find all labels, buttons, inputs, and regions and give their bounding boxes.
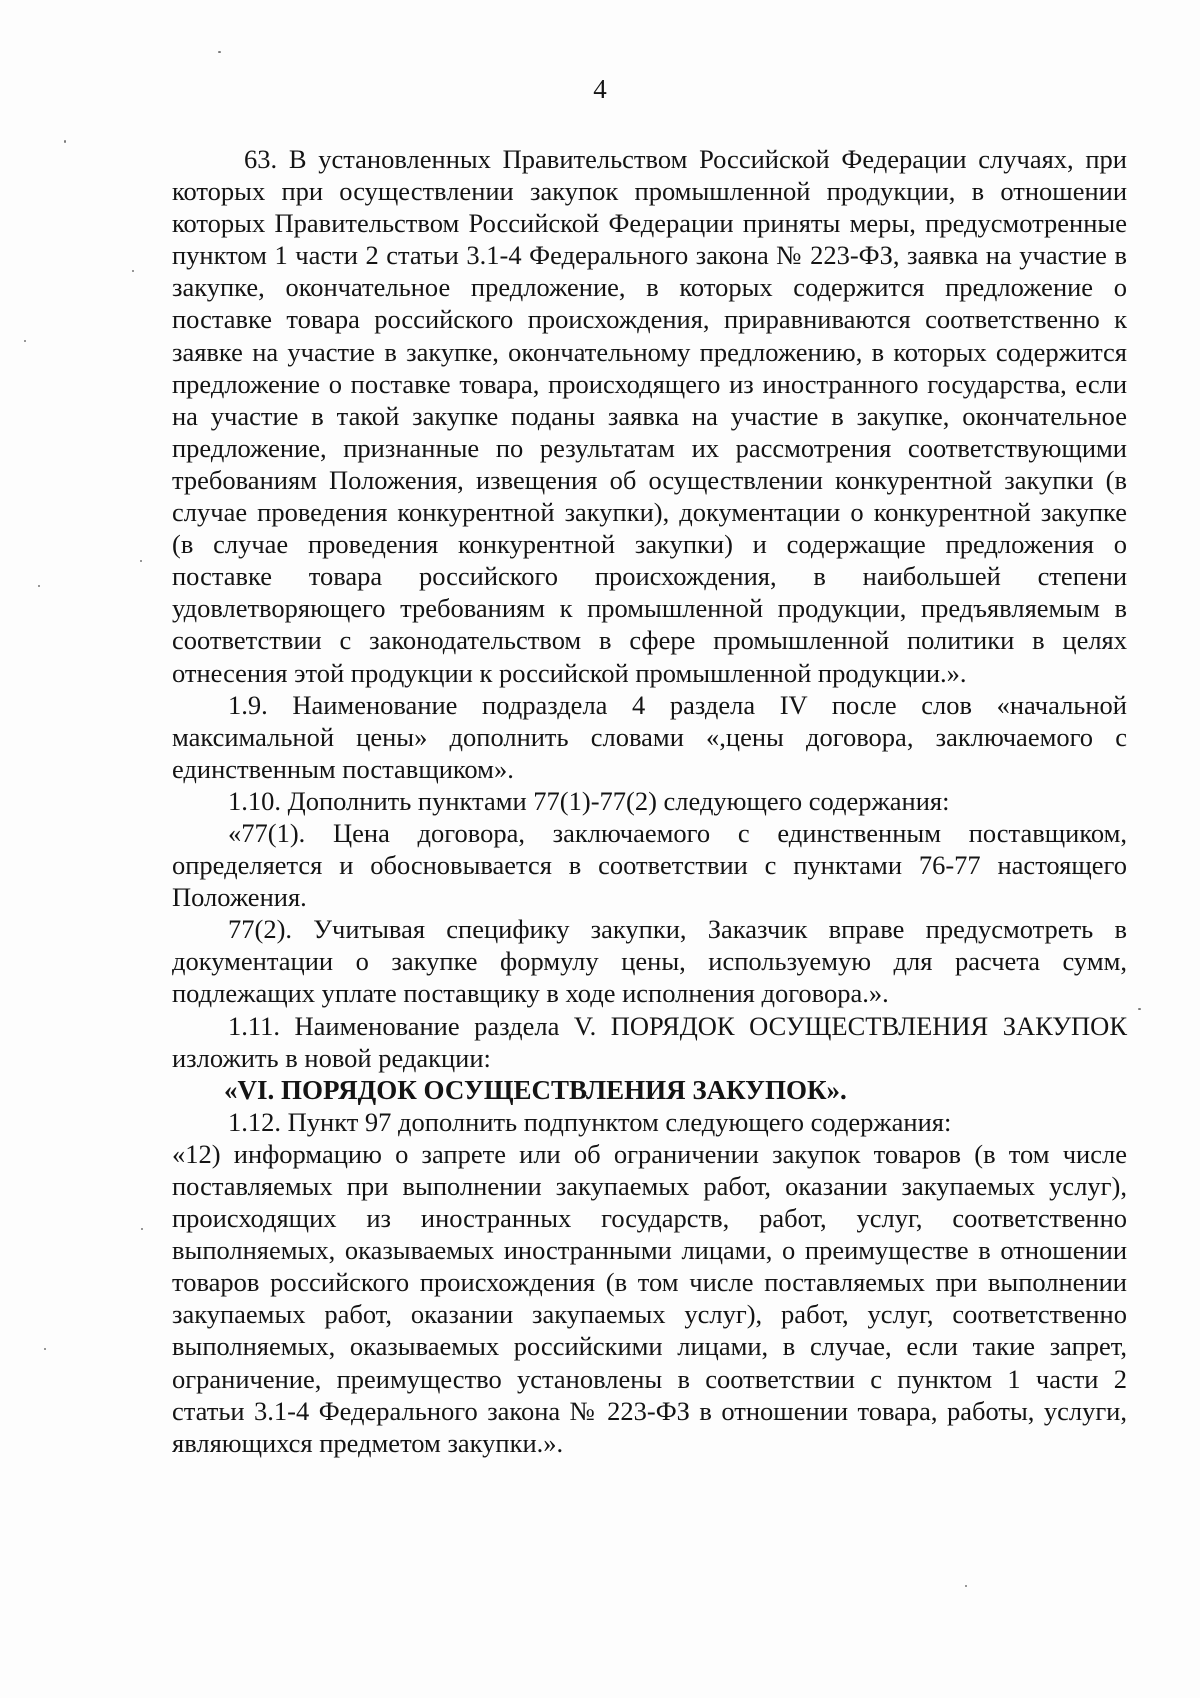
section-heading-vi: «VI. ПОРЯДОК ОСУЩЕСТВЛЕНИЯ ЗАКУПОК». bbox=[224, 1074, 847, 1105]
page-number: 4 bbox=[593, 74, 607, 104]
paragraph-1-10: 1.10. Дополнить пунктами 77(1)-77(2) следующего содержания: bbox=[228, 785, 950, 816]
scan-speck bbox=[132, 270, 134, 272]
paragraph-1-11: 1.11. Наименование раздела V. ПОРЯДОК ОСУЩЕСТВЛЕНИЯ ЗАКУПОК изложить в новой редакции: bbox=[172, 1010, 1127, 1073]
paragraph-77-2: 77(2). Учитывая специфику закупки, Заказчик вправе предусмотреть в документации о закупке формулу цены, используемую для расчета сумм, подлежащих уплате поставщику в ходе исполнения договора.». bbox=[172, 914, 1127, 1009]
scan-speck bbox=[965, 1585, 967, 1587]
paragraph-1-9: 1.9. Наименование подраздела 4 раздела IV после слов «начальной максимальной цены» дополнить словами «,цены договора, заключаемого с единственным поставщиком». bbox=[172, 689, 1127, 784]
scan-speck bbox=[140, 560, 142, 562]
scan-speck bbox=[64, 140, 66, 143]
paragraph-77-1: «77(1). Цена договора, заключаемого с единственным поставщиком, определяется и обосновывается в соответствии с пунктами 76-77 настоящего Положения. bbox=[172, 817, 1127, 913]
scan-speck bbox=[44, 1348, 46, 1350]
subparagraph-12: «12) информацию о запрете или об ограничении закупок товаров (в том числе поставляемых при выполнении закупаемых работ, оказании закупаемых услуг), происходящих из иностранных государств, работ, услуг, соответственно выполняемых, оказываемых иностранными лицами, о преимуществе в отношении товаров российского происхождения (в том числе поставляемых при выполнении закупаемых работ, оказании закупаемых услуг), работ, услуг, соответственно выполняемых, оказываемых российскими лицами, в случае, если такие запрет, ограничение, преимущество установлены в соответствии с пунктом 1 части 2 статьи 3.1-4 Федерального закона № 223-ФЗ в отношении товара, работы, услуги, являющихся предметом закупки.». bbox=[172, 1138, 1127, 1458]
scan-speck bbox=[141, 1228, 143, 1230]
scan-speck bbox=[24, 340, 26, 342]
document-body bbox=[172, 143, 1127, 1459]
paragraph-63: 63. В установленных Правительством Российской Федерации случаях, при которых при осуществлении закупок промышленной продукции, в отношении которых Правительством Российской Федерации приняты меры, предусмотренные пунктом 1 части 2 статьи 3.1-4 Федерального закона № 223-ФЗ, заявка на участие в закупке, окончательное предложение, в которых содержится предложение о поставке товара российского происхождения, приравниваются соответственно к заявке на участие в закупке, окончательному предложению, в которых содержится предложение о поставке товара, происходящего из иностранного государства, если на участие в такой закупке поданы заявка на участие в закупке, окончательное предложение, признанные по результатам их рассмотрения соответствующими требованиям Положения, извещения об осуществлении конкурентной закупки (в случае проведения конкурентной закупки), документации о конкурентной закупке (в случае проведения конкурентной закупки) и содержащие предложения о поставке товара российского происхождения, в наибольшей степени удовлетворяющего требованиям к промышленной продукции, предъявляемым в соответствии с законодательством в сфере промышленной политики в целях отнесения этой продукции к российской промышленной продукции.». bbox=[172, 144, 1127, 688]
scan-speck bbox=[218, 51, 221, 53]
scan-speck bbox=[38, 585, 40, 587]
scan-speck bbox=[1138, 1008, 1141, 1010]
paragraph-1-12: 1.12. Пункт 97 дополнить подпунктом следующего содержания: bbox=[228, 1106, 952, 1137]
